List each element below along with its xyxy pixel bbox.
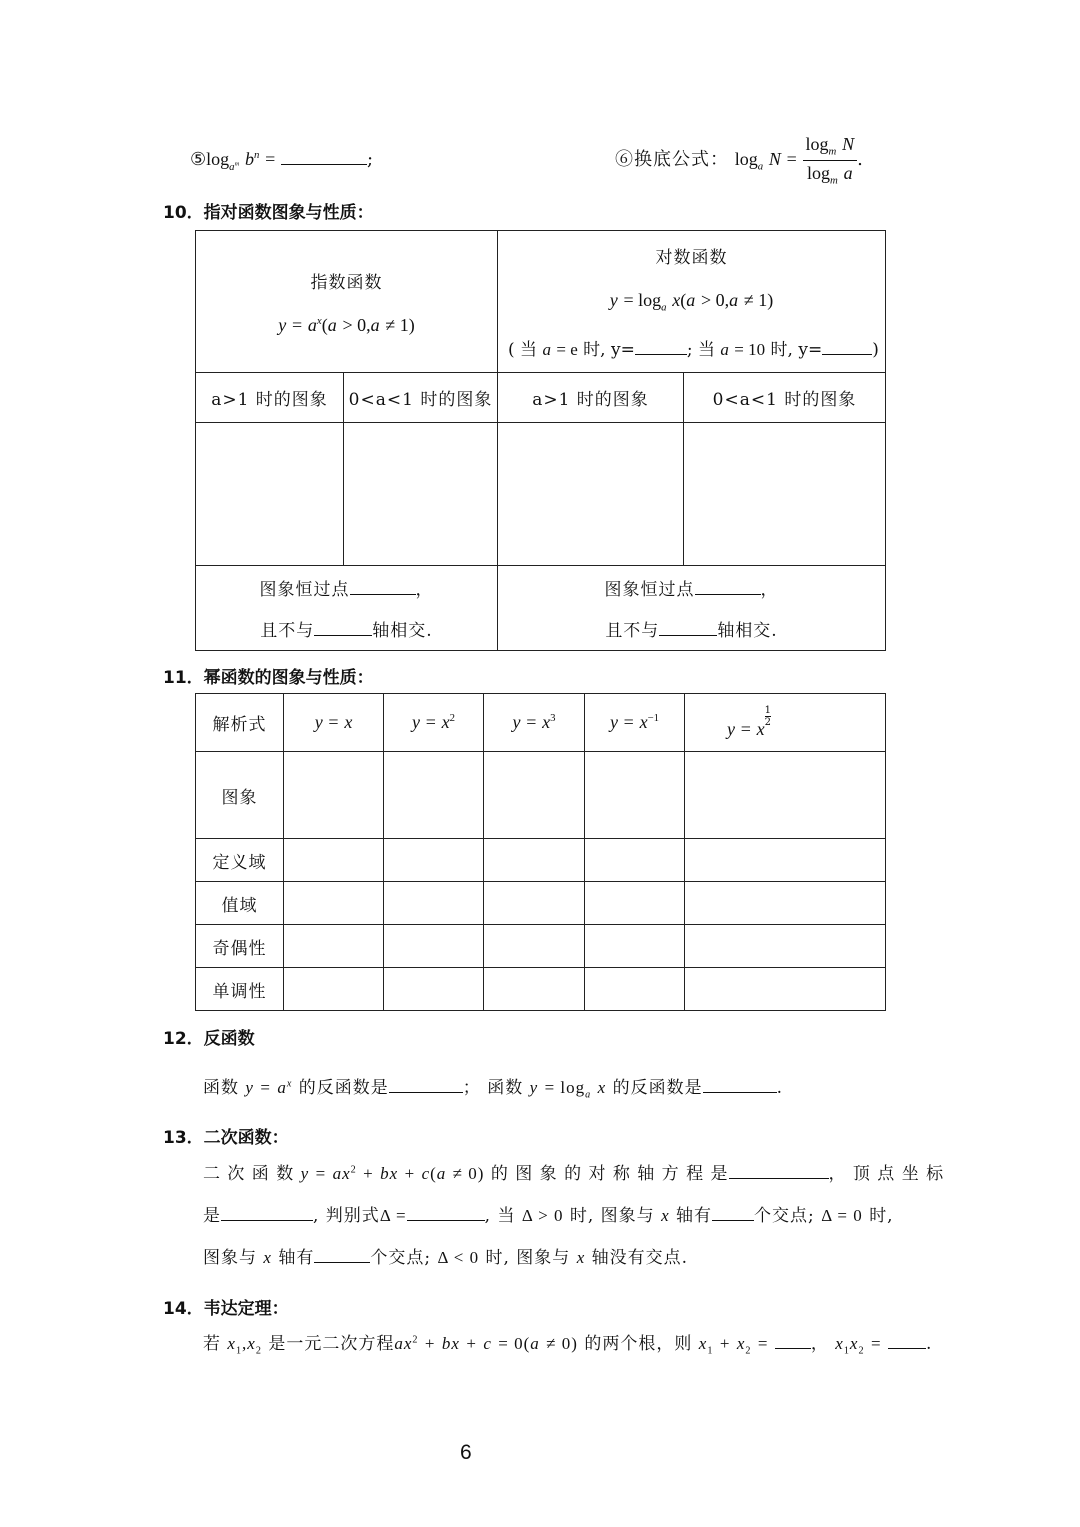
item-6-tail: . (857, 149, 863, 171)
formula-item-6: ⑥换底公式： $\log_a N$ = $\frac{\log_m N}{\log_m a}$ . (615, 134, 863, 187)
answer-cell[interactable] (685, 882, 886, 925)
row-header-formula: 解析式 (196, 694, 284, 752)
col-exp-a-lt-1: 0<a<1 时的图象 (344, 373, 498, 423)
answer-cell[interactable] (484, 968, 585, 1011)
graph-cell[interactable] (284, 752, 384, 839)
graph-cell[interactable] (498, 423, 684, 566)
log-special-bases: ( 当 a = e 时, y= ; 当 a = 10 时, y= ) (498, 335, 885, 360)
section-13-line-1: 二 次 函 数 $y = ax^2$ + bx + c(a ≠ 0) 的 图 象 的 对 称 轴 方 程 是 ， 顶 点 坐 标 (203, 1159, 944, 1184)
answer-cell[interactable] (284, 839, 384, 882)
graph-cell[interactable] (684, 423, 886, 566)
graph-cell[interactable] (344, 423, 498, 566)
answer-cell[interactable] (484, 925, 585, 968)
answer-cell[interactable] (585, 968, 685, 1011)
answer-blank[interactable] (888, 1330, 926, 1349)
col-log-a-gt-1: a>1 时的图象 (498, 373, 684, 423)
graph-cell[interactable] (484, 752, 585, 839)
section-10-title: 10．指对函数图象与性质： (163, 203, 374, 223)
answer-blank[interactable] (281, 146, 367, 165)
exp-properties-cell: 图象恒过点 ， 且不与 轴相交. (196, 566, 498, 651)
col-log-a-lt-1: 0<a<1 时的图象 (684, 373, 886, 423)
graph-cell[interactable] (384, 752, 484, 839)
row-header-range: 值域 (196, 882, 284, 925)
graph-cell[interactable] (685, 752, 886, 839)
answer-cell[interactable] (284, 925, 384, 968)
row-header-monotonicity: 单调性 (196, 968, 284, 1011)
row-header-graph: 图象 (196, 752, 284, 839)
item-6-label: ⑥换底公式： (615, 149, 729, 171)
answer-blank[interactable] (703, 1074, 777, 1093)
section-12-title: 12．反函数 (163, 1029, 255, 1049)
section-13-line-3: 图象与 x 轴有 个交点; Δ < 0 时, 图象与 x 轴没有交点. (203, 1243, 688, 1268)
item-5-tail: ; (367, 149, 374, 170)
section-12-text: 函数 $y = a^x$ 的反函数是 ； 函数 $y = \log_a x$ 的反函数是 . (203, 1073, 783, 1100)
answer-blank[interactable] (350, 576, 416, 595)
power-function-table (195, 693, 886, 1011)
answer-cell[interactable] (384, 839, 484, 882)
answer-cell[interactable] (384, 925, 484, 968)
answer-cell[interactable] (484, 839, 585, 882)
answer-cell[interactable] (685, 839, 886, 882)
row-header-parity: 奇偶性 (196, 925, 284, 968)
formula-y-x-half: y = x $\frac{1}{2}$ (685, 694, 886, 752)
answer-blank[interactable] (775, 1330, 811, 1349)
graph-cell[interactable] (585, 752, 685, 839)
answer-blank[interactable] (389, 1074, 463, 1093)
formula-y-x: y = x (284, 694, 384, 752)
answer-blank[interactable] (221, 1202, 313, 1221)
exp-header-label: 指数函数 (310, 272, 383, 293)
answer-blank[interactable] (695, 576, 761, 595)
answer-cell[interactable] (585, 839, 685, 882)
answer-blank[interactable] (314, 1244, 370, 1263)
log-header-label: 对数函数 (655, 247, 728, 268)
answer-cell[interactable] (384, 968, 484, 1011)
answer-cell[interactable] (484, 882, 585, 925)
graph-cell[interactable] (196, 423, 344, 566)
formula-y-x2: $y = x^2$ (384, 694, 484, 752)
answer-blank[interactable] (729, 1160, 829, 1179)
answer-cell[interactable] (284, 882, 384, 925)
answer-cell[interactable] (284, 968, 384, 1011)
section-13-line-2: 是 , 判别式Δ = , 当 Δ > 0 时, 图象与 x 轴有 个交点; Δ = 0 时, (203, 1201, 894, 1226)
page-number: 6 (460, 1441, 472, 1464)
answer-cell[interactable] (585, 882, 685, 925)
change-of-base-fraction: $\frac{\log_m N}{\log_m a}$ (803, 134, 858, 186)
section-14-text: 若 $x_1,x_2$ 是一元二次方程$ax^2$ + bx + c = 0(a ≠ 0) 的两个根，则 $x_1 + x_2$ = ， $x_1x_2$ = . (203, 1329, 932, 1356)
row-header-domain: 定义域 (196, 839, 284, 882)
log-formula: $y = \log_a x(a > 0,a \ne 1)$ (609, 289, 774, 314)
answer-cell[interactable] (685, 968, 886, 1011)
answer-blank[interactable] (407, 1202, 485, 1221)
exp-formula: $y = a^x(a > 0,a \ne 1)$ (278, 314, 415, 335)
answer-cell[interactable] (585, 925, 685, 968)
exp-function-header (196, 231, 498, 373)
formula-item-5: $⑤\log_{a^m}$ $b^n$ = ; (190, 146, 373, 173)
col-exp-a-gt-1: a>1 时的图象 (196, 373, 344, 423)
answer-cell[interactable] (384, 882, 484, 925)
formula-y-x3: $y = x^3$ (484, 694, 585, 752)
section-11-title: 11．幂函数的图象与性质： (163, 668, 374, 688)
exponent-one-half: $\frac{1}{2}$ (764, 705, 771, 728)
formula-y-x-inv: $y = x^{-1}$ (585, 694, 685, 752)
log-function-header (498, 231, 886, 373)
log-properties-cell: 图象恒过点 ， 且不与 轴相交. (498, 566, 886, 651)
section-13-title: 13．二次函数： (163, 1128, 289, 1148)
answer-blank[interactable] (635, 336, 687, 355)
answer-blank[interactable] (822, 336, 872, 355)
answer-blank[interactable] (314, 617, 372, 636)
answer-blank[interactable] (712, 1202, 754, 1221)
section-14-title: 14．韦达定理： (163, 1299, 289, 1319)
exp-log-table (195, 230, 886, 651)
answer-blank[interactable] (659, 617, 717, 636)
item-5-label: ⑤ (190, 149, 207, 170)
answer-cell[interactable] (685, 925, 886, 968)
